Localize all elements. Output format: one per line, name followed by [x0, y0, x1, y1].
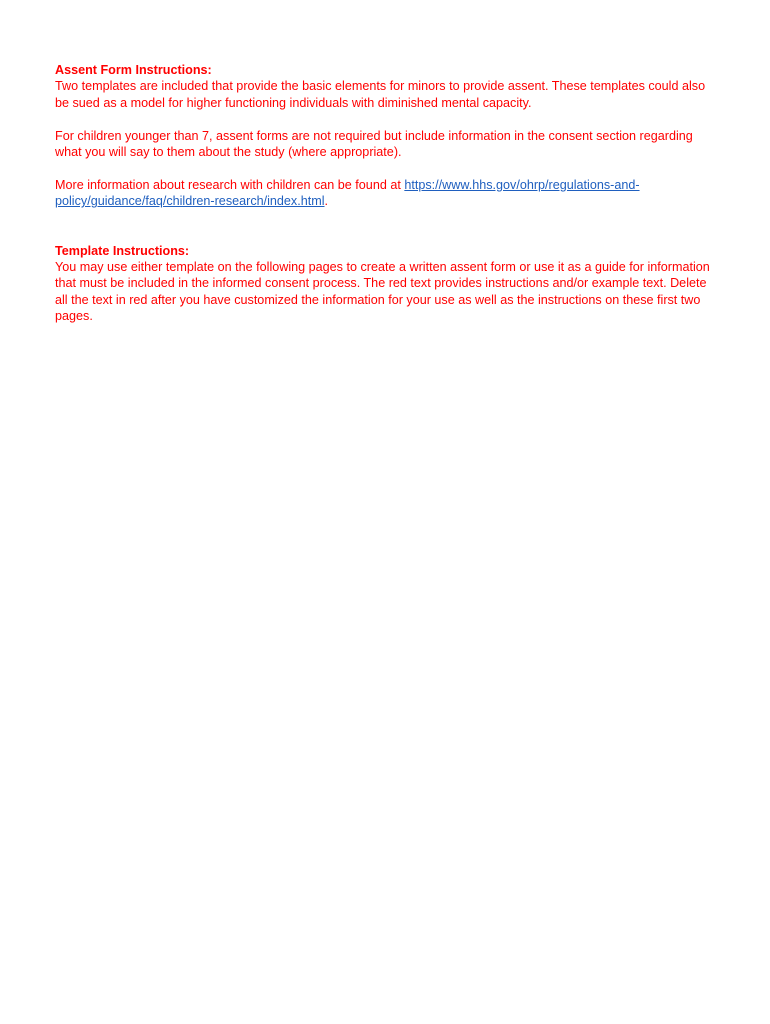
- assent-age-paragraph: For children younger than 7, assent forms are not required but include information in the consent section regarding what you will say to them about the study (where appropriate).: [55, 128, 693, 160]
- assent-intro-paragraph: Two templates are included that provide the basic elements for minors to provide assent. These templates could also be sued as a model for higher functioning individuals with diminished mental capacity.: [55, 79, 706, 110]
- section-spacer: [55, 210, 720, 243]
- document-content: [55, 62, 720, 325]
- more-info-period: .: [324, 194, 329, 209]
- assent-more-info-paragraph: [55, 177, 720, 210]
- assent-form-heading: Assent Form Instructions:: [55, 63, 212, 77]
- paragraph-spacer: [55, 111, 720, 127]
- paragraph-spacer: [55, 160, 720, 176]
- template-instructions-heading: Template Instructions:: [55, 243, 190, 258]
- more-info-text: More information about research with children can be found at: [55, 177, 405, 192]
- template-instructions-paragraph: You may use either template on the following pages to create a written assent form or use it as a guide for information that must be included in the informed consent process. The red text provides instructions and/or example text. Delete all the text in red after you have customized the information for your use as well as the instructions on these first two pages.: [55, 260, 710, 324]
- hhs-research-link[interactable]: https://www.hhs.gov/ohrp/regulations-and-policy/guidance/faq/children-research/index.html: [55, 177, 640, 209]
